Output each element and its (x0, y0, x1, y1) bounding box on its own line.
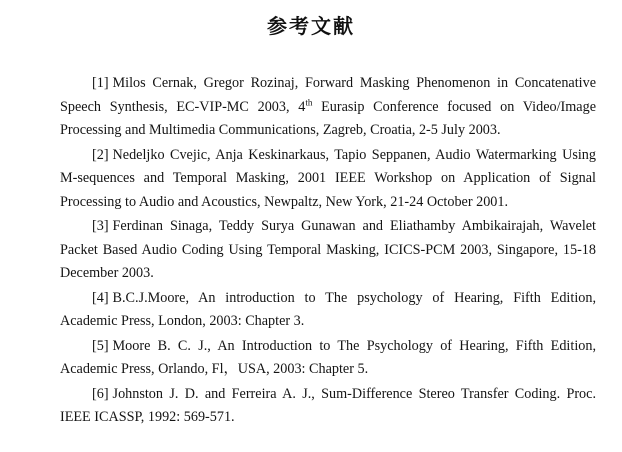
reference-item-1 (60, 72, 596, 143)
reference-text: B.C.J.Moore, An introduction to The psychology of Hearing, Fifth Edition, Academic Press, London, 2003: Chapter 3. (60, 289, 596, 329)
reference-number: [6] (92, 385, 109, 402)
reference-number: [4] (92, 289, 109, 306)
reference-item-4 (60, 287, 596, 334)
reference-superscript: th (305, 96, 313, 107)
reference-text: Milos Cernak, Gregor Rozinaj, Forward Masking Phenomenon in Concatenative Speech Synthesis, EC-VIP-MC 2003, 4 (60, 75, 596, 115)
reference-number: [3] (92, 218, 109, 234)
reference-number: [5] (92, 337, 109, 354)
reference-text: Johnston J. D. and Ferreira A. J., Sum-Difference Stereo Transfer Coding. Proc. IEEE ICASSP, 1992: 569-571. (60, 385, 596, 425)
reference-text: Nedeljko Cvejic, Anja Keskinarkaus, Tapio Seppanen, Audio Watermarking Using M-sequences and Temporal Masking, 2001 IEEE Workshop on Application of Signal Processing to Audio and Acoustics, Newpaltz, New York, 21-24 October 2001. (60, 146, 596, 210)
reference-text: Ferdinan Sinaga, Teddy Surya Gunawan and Eliathamby Ambikairajah, Wavelet Packet Based Audio Coding Using Temporal Masking, ICICS-PCM 2003, Singapore, 15-18 December 2003. (60, 218, 596, 281)
reference-number: [2] (92, 146, 109, 163)
reference-item-5 (60, 335, 596, 382)
reference-text-continued: Eurasip Conference focused on Video/Image Processing and Multimedia Communications, Zagreb, Croatia, 2-5 July 2003. (60, 98, 596, 138)
reference-list (60, 72, 596, 431)
reference-item-2 (60, 144, 596, 215)
reference-number: [1] (92, 75, 109, 91)
page-title: 参考文献 (267, 14, 355, 38)
reference-text: Moore B. C. J., An Introduction to The Psychology of Hearing, Fifth Edition, Academic Press, Orlando, Fl，USA, 2003: Chapter 5. (60, 337, 596, 377)
reference-item-6 (60, 383, 596, 430)
reference-item-3 (60, 215, 596, 286)
